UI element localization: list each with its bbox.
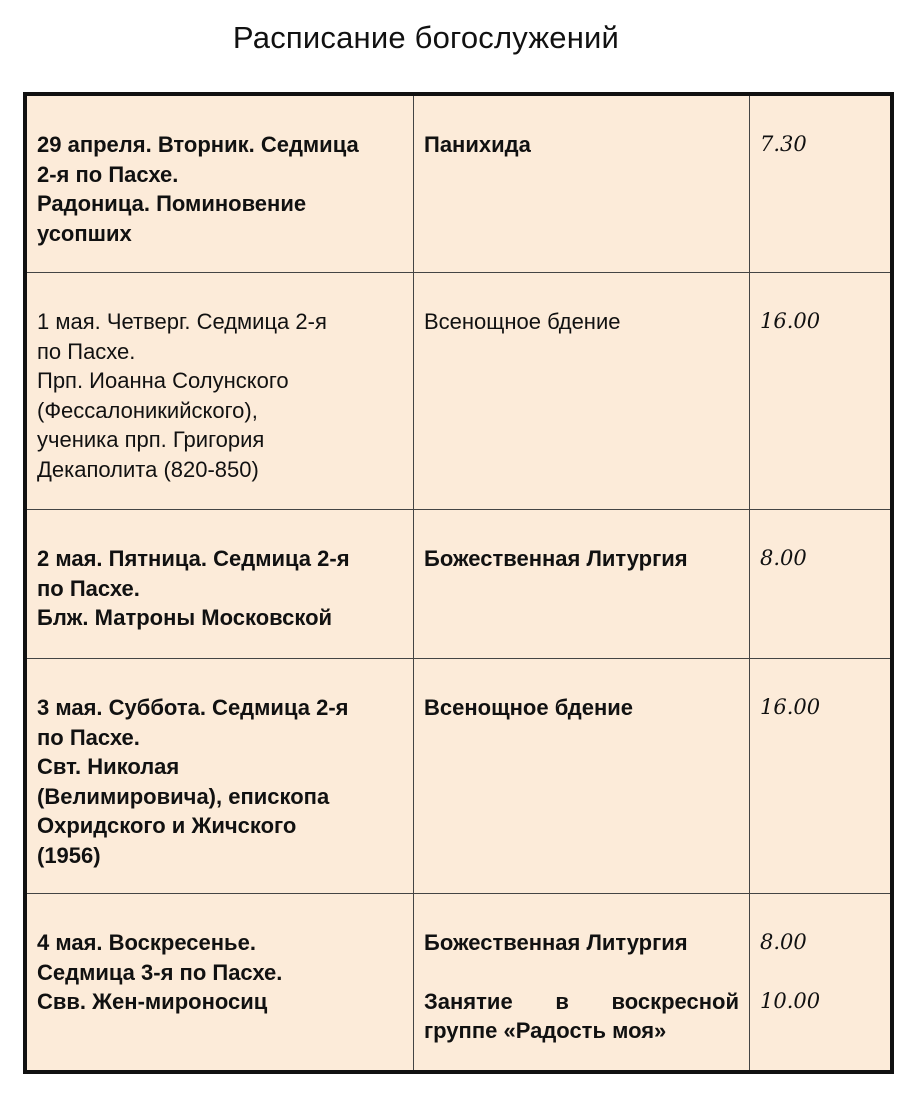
service-time: 16.00	[760, 695, 821, 719]
page-title: Расписание богослужений	[232, 20, 620, 55]
service-cell	[414, 510, 750, 659]
service-time: 16.00	[760, 309, 821, 333]
time-cell	[750, 510, 893, 659]
service-name: Панихида	[424, 132, 531, 157]
service-time: 8.00	[760, 546, 807, 570]
day-line: 3 мая. Суббота. Седмица 2-я	[37, 695, 349, 720]
table-row	[25, 94, 892, 273]
day-cell	[25, 94, 414, 273]
day-cell	[25, 273, 414, 510]
service-name: группе «Радость моя»	[424, 1018, 667, 1043]
table-row	[25, 894, 892, 1073]
service-time: 8.00	[760, 930, 807, 954]
day-line: по Пасхе.	[37, 575, 140, 601]
spacer	[424, 958, 739, 987]
day-line: по Пасхе.	[37, 338, 136, 364]
day-line: 2 мая. Пятница. Седмица 2-я	[37, 546, 350, 571]
service-cell	[414, 659, 750, 894]
service-name: Занятие в воскресной	[424, 988, 739, 1014]
time-cell	[750, 659, 893, 894]
day-line: Свт. Николая	[37, 754, 180, 779]
service-name: Всенощное бдение	[424, 309, 621, 334]
day-line: 1 мая. Четверг. Седмица 2-я	[37, 309, 327, 334]
day-line: 2-я по Пасхе.	[37, 161, 179, 187]
day-line: усопших	[37, 220, 132, 246]
day-line: Охридского и Жичского	[37, 813, 297, 838]
schedule-table	[23, 92, 894, 1074]
day-line: Свв. Жен-мироносиц	[37, 989, 268, 1014]
day-line: по Пасхе.	[37, 724, 140, 750]
day-cell	[25, 510, 414, 659]
day-line: (Фессалоникийского),	[37, 397, 258, 423]
day-line: Седмица 3-я по Пасхе.	[37, 959, 283, 985]
day-line: (Велимировича), епископа	[37, 783, 330, 809]
spacer	[760, 958, 880, 987]
day-line: Радоница. Поминовение	[37, 191, 307, 216]
time-cell	[750, 894, 893, 1073]
service-name: Божественная Литургия	[424, 546, 688, 571]
day-line: 4 мая. Воскресенье.	[37, 930, 256, 955]
service-name: Божественная Литургия	[424, 930, 688, 955]
table-row	[25, 510, 892, 659]
day-line: ученика прп. Григория	[37, 427, 265, 452]
day-line: 29 апреля. Вторник. Седмица	[37, 132, 359, 157]
day-cell	[25, 894, 414, 1073]
service-cell	[414, 894, 750, 1073]
time-cell	[750, 273, 893, 510]
table-row	[25, 273, 892, 510]
table-row	[25, 659, 892, 894]
service-cell	[414, 273, 750, 510]
time-cell	[750, 94, 893, 273]
service-cell	[414, 94, 750, 273]
day-cell	[25, 659, 414, 894]
day-line: Прп. Иоанна Солунского	[37, 368, 289, 393]
service-name: Всенощное бдение	[424, 695, 634, 720]
service-time: 10.00	[760, 988, 821, 1013]
day-line: Блж. Матроны Московской	[37, 605, 333, 630]
service-time: 7.30	[760, 132, 807, 156]
day-line: Декаполита (820-850)	[37, 456, 259, 482]
day-line: (1956)	[37, 842, 101, 868]
